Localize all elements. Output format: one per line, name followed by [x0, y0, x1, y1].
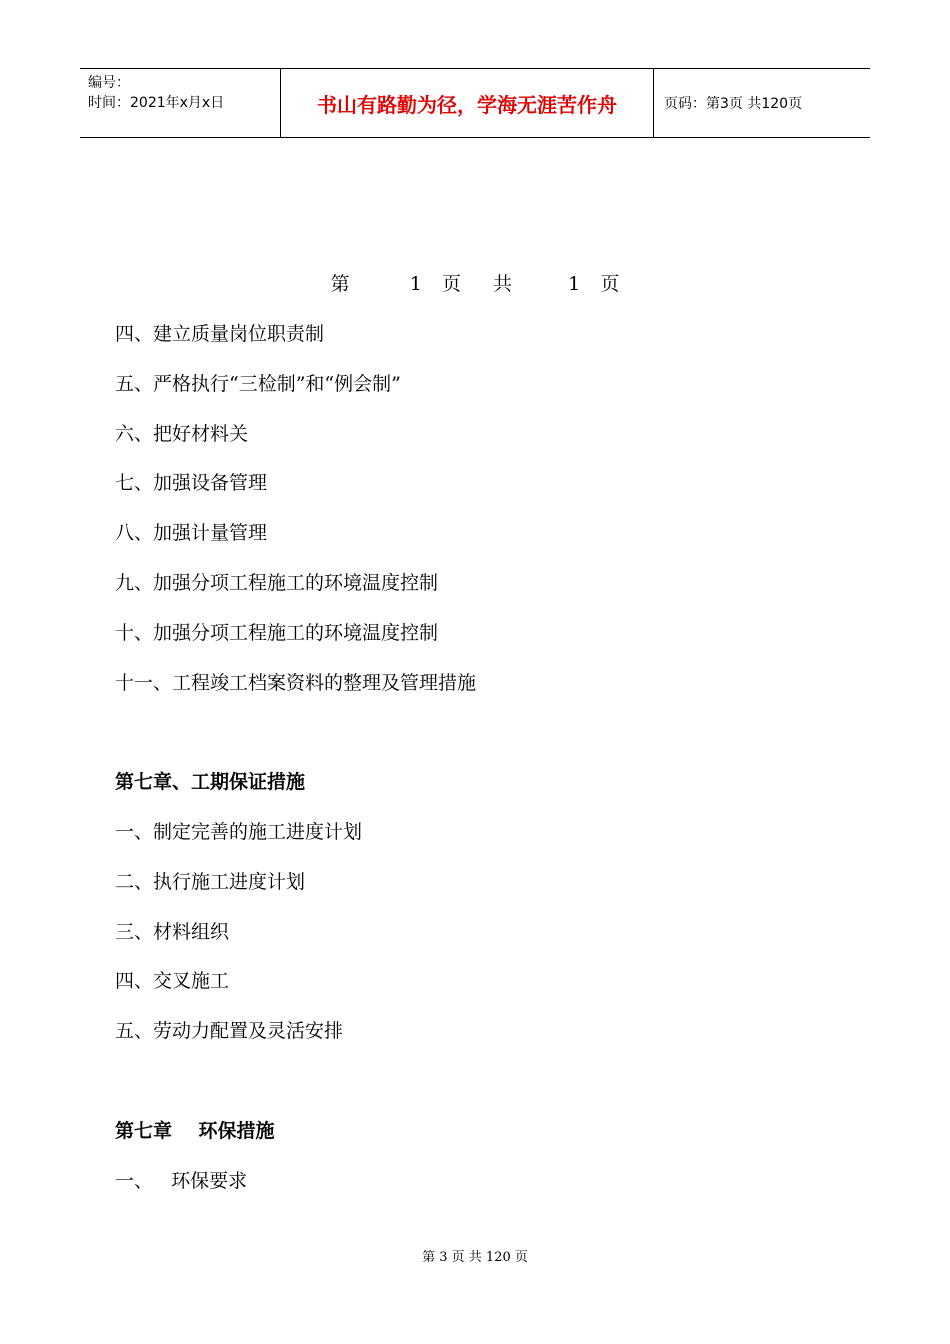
- list-item: 十、加强分项工程施工的环境温度控制: [115, 621, 439, 644]
- header-info-cell: [80, 69, 281, 137]
- inner-page-di: 第: [330, 273, 350, 295]
- inner-page-number: [0, 270, 950, 298]
- list-item: 八、加强计量管理: [115, 522, 268, 545]
- inner-page-num1: 1: [409, 273, 422, 295]
- list-item: 一、 环保要求: [115, 1169, 248, 1192]
- page-footer: 第 3 页 共 120 页: [422, 1250, 528, 1265]
- list-item: 九、加强分项工程施工的环境温度控制: [115, 571, 439, 594]
- list-item: 二、执行施工进度计划: [115, 870, 306, 893]
- inner-page-ye2: 页: [600, 273, 620, 295]
- list-item: 四、交叉施工: [115, 970, 230, 993]
- time-label: 时间：2021年x月x日: [88, 95, 225, 111]
- list-item: 五、严格执行“三检制”和“例会制”: [115, 372, 401, 395]
- list-item: 四、建立质量岗位职责制: [115, 323, 325, 345]
- list-item: 七、加强设备管理: [115, 472, 268, 495]
- document-body: [115, 320, 875, 1216]
- inner-page-gong: 共: [493, 273, 513, 295]
- motto-text: 书山有路勤为径，学海无涯苦作舟: [317, 92, 617, 117]
- header-page-info: 页码：第3页 共120页: [664, 96, 803, 112]
- header-motto-cell: [281, 69, 654, 137]
- inner-page-num2: 1: [568, 273, 581, 295]
- number-label: 编号：: [88, 75, 130, 91]
- header-table: [80, 68, 870, 138]
- chapter-heading: 第七章 环保措施: [115, 1119, 275, 1142]
- list-item: 六、把好材料关: [115, 422, 249, 445]
- chapter-heading: 第七章、工期保证措施: [115, 771, 306, 794]
- inner-page-ye1: 页: [441, 273, 461, 295]
- list-item: 三、材料组织: [115, 920, 230, 943]
- header-page-cell: [654, 69, 870, 137]
- list-item: 五、劳动力配置及灵活安排: [115, 1020, 344, 1043]
- list-item: 十一、工程竣工档案资料的整理及管理措施: [115, 671, 477, 694]
- list-item: 一、制定完善的施工进度计划: [115, 820, 363, 843]
